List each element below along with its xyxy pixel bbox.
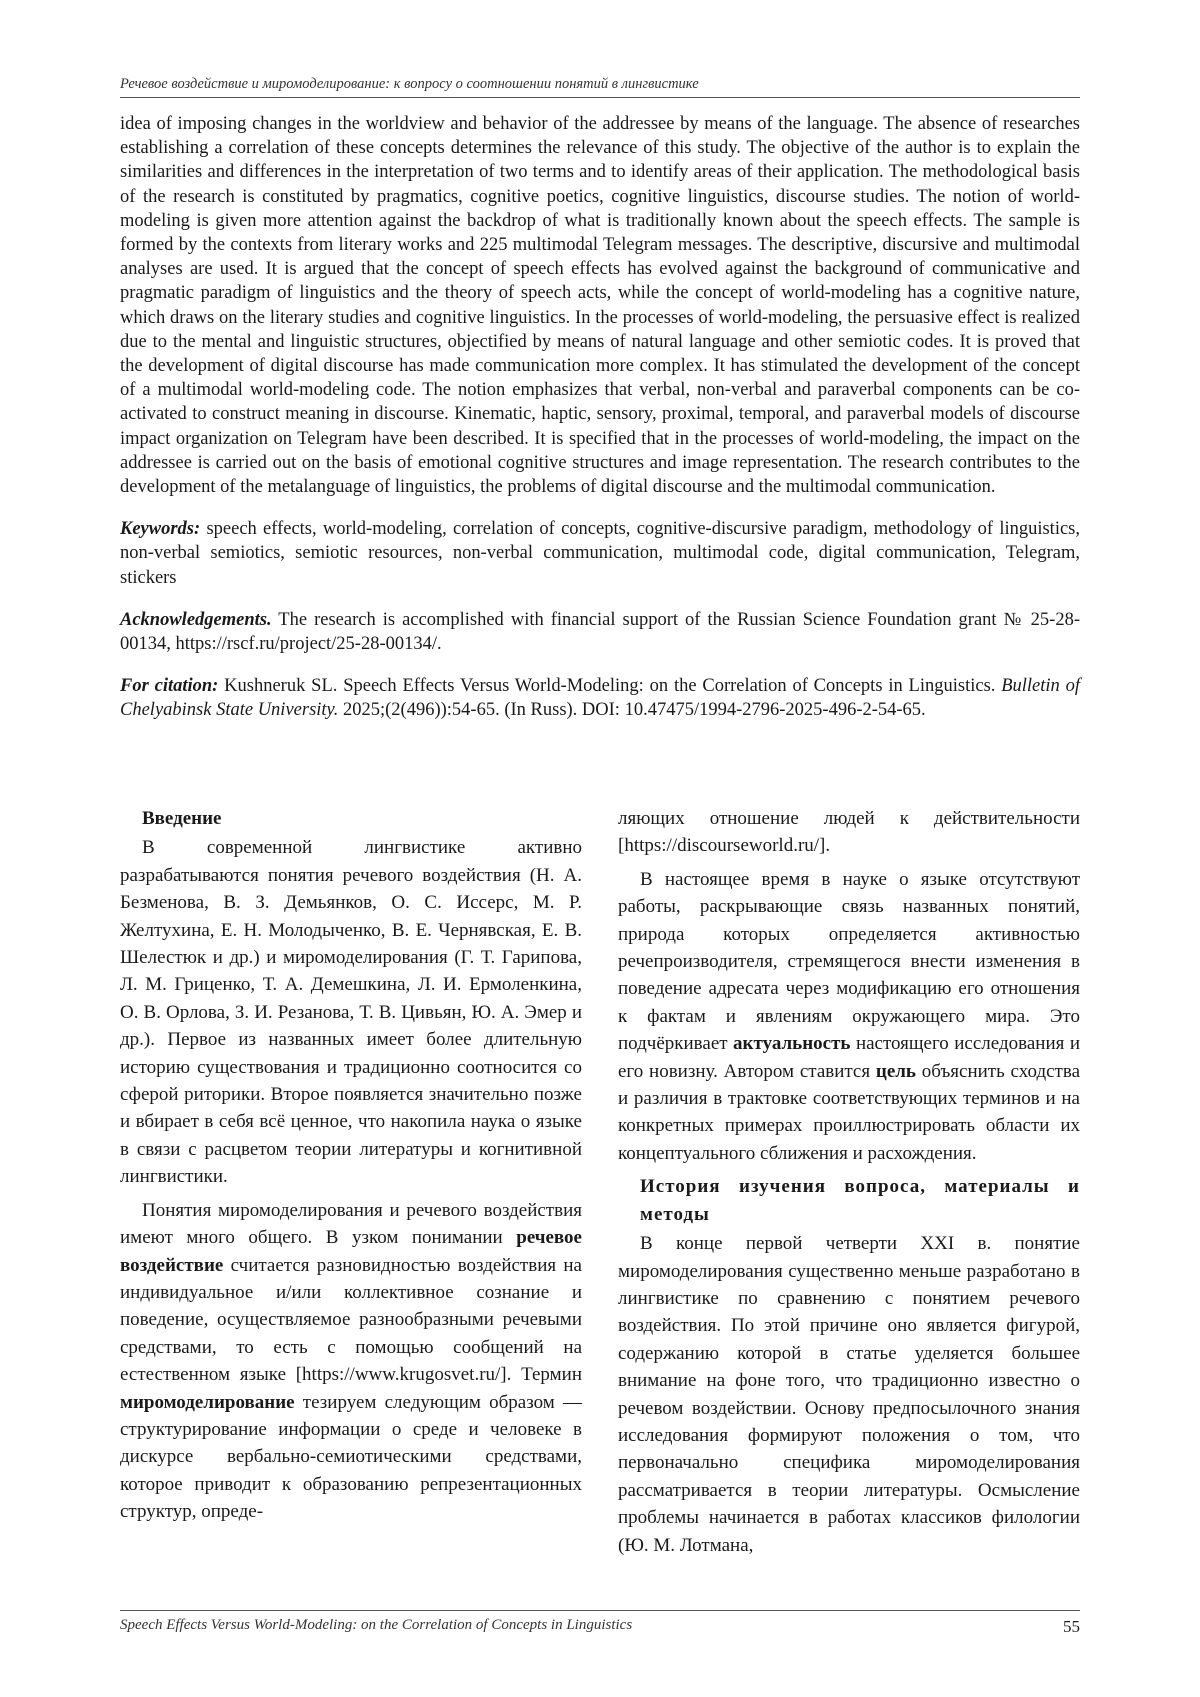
acknowledgements-text: The research is accomplished with financial support of the Russian Science Foundation grant № 25-28-00134, https://rscf.ru/project/25-28-00134/.: [120, 609, 1080, 655]
citation-label: For citation:: [120, 676, 219, 697]
paragraph: В конце первой четверти XXI в. понятие миромоделирования существенно меньше разработано в лингвистике по сравнению с понятием речевого воздействия. По этой причине оно является фигурой, содержанию которой в статье уделяется большее внимание на фоне того, что традиционно известно о речевом воздействии. Основу предпосылочного знания исследования формируют положения о том, что первоначально специфика миромоделирования рассматривается в теории литературы. Осмысление проблемы начинается в работах классиков филологии (Ю. М. Лотмана,: [618, 1233, 1080, 1556]
term-objective: цель: [875, 1060, 916, 1082]
keywords-label: Keywords:: [120, 519, 201, 540]
term-relevance: актуальность: [733, 1033, 851, 1055]
footer-title: Speech Effects Versus World-Modeling: on the Correlation of Concepts in Linguistics: [120, 1617, 633, 1633]
citation-journal: Bulletin of Chelyabinsk State University.: [120, 676, 1080, 721]
running-head: Речевое воздействие и миромоделирование: к вопросу о соотношении понятий в лингвистике: [120, 76, 1080, 98]
citation-text: Kushneruk SL. Speech Effects Versus World-Modeling: on the Correlation of Concepts in Linguistics.: [218, 676, 1002, 697]
paragraph: ляющих отношение людей к действительности [https://discourseworld.ru/].: [618, 808, 1080, 857]
paragraph: [618, 866, 1080, 1167]
citation-details: 2025;(2(496)):54-65. (In Russ). DOI: 10.47475/1994-2796-2025-496-2-54-65.: [338, 700, 926, 721]
body-columns: [120, 805, 1080, 1565]
keywords-text: speech effects, world-modeling, correlation of concepts, cognitive-discursive paradigm, methodology of linguistics, non-verbal semiotics, semiotic resources, non-verbal communication, multimodal code, digital communication, Telegram, stickers: [120, 519, 1080, 588]
paragraph-text: В настоящее время в науке о языке отсутствуют работы, раскрывающие связь названных понятий, природа которых определяется активностью речепроизводителя, стремящегося внести изменения в поведение адресата через модификацию его отношения к фактам и явлениям окружающего мира. Это подчёркивает: [618, 868, 1080, 1055]
paragraph-text: настоящего исследования и его новизну. Автором ставится: [618, 1033, 1080, 1082]
footer: [120, 1610, 1080, 1637]
left-column: [120, 805, 582, 1565]
page-number: 55: [1063, 1617, 1080, 1636]
paragraph-text: считается разновидностью воздействия на индивидуальное и/или коллективное сознание и поведение, осуществляемое разнообразными речевыми средствами, то есть с помощью сообщений на естественном языке [https://www.krugosvet.ru/]. Термин: [120, 1254, 582, 1386]
acknowledgements-label: Acknowledgements.: [120, 609, 272, 630]
paragraph-text: объяснить сходства и различия в трактовке соответствующих терминов и на конкретных примерах проиллюстрировать области их концептуального сближения и расхождения.: [618, 1060, 1081, 1164]
citation: [120, 674, 1080, 722]
page: [120, 76, 1081, 1556]
paragraph: [120, 1197, 582, 1526]
keywords: [120, 517, 1080, 590]
term-world-modeling: миромоделирование: [120, 1391, 295, 1413]
acknowledgements: [120, 608, 1080, 656]
paragraph: В современной лингвистике активно разрабатываются понятия речевого воздействия (Н. А. Безменова, В. З. Демьянков, О. С. Иссерс, М. Р. Желтухина, Е. Н. Молодыченко, В. Е. Чернявская, Е. В. Шелестюк и др.) и миромоделирования (Г. Т. Гарипова, Л. М. Гриценко, Т. А. Демешкина, Л. И. Ермоленкина, О. В. Орлова, З. И. Резанова, Т. В. Цивьян, Ю. А. Эмер и др.). Первое из названных имеет более длительную историю существования и традиционно соотносится со сферой риторики. Второе появляется значительно позже и вбирает в себя всё ценное, что накопила наука о языке в связи с расцветом теории литературы и когнитивной лингвистики.: [120, 837, 582, 1188]
paragraph-text: тезируем следующим образом — структурирование информации о среде и человеке в дискурсе вербально-семиотическими средствами, которое приводит к образованию репрезентационных структур, опреде-: [120, 1391, 582, 1523]
term-speech-effect: речевое воздействие: [120, 1227, 582, 1276]
abstract-text: idea of imposing changes in the worldview and behavior of the addressee by means of the language. The absence of researches establishing a correlation of these concepts determines the relevance of this study. The objective of the author is to explain the similarities and differences in the interpretation of two terms and to identify areas of their application. The methodological basis of the research is constituted by pragmatics, cognitive poetics, cognitive linguistics, discourse studies. The notion of world-modeling is given more attention against the backdrop of what is traditionally known about the speech effects. The sample is formed by the contexts from literary works and 225 multimodal Telegram messages. The descriptive, discursive and multimodal analyses are used. It is argued that the concept of speech effects has evolved against the background of communicative and pragmatic paradigm of linguistics and the theory of speech acts, while the concept of world-modeling has a cognitive nature, which draws on the literary studies and cognitive linguistics. In the processes of world-modeling, the persuasive effect is realized due to the mental and linguistic structures, objectified by means of natural language and other semiotic codes. It is proved that the development of digital discourse has made communication more complex. It has stimulated the development of the concept of a multimodal world-modeling code. The notion emphasizes that verbal, non-verbal and paraverbal components can be co-activated to construct meaning in discourse. Kinematic, haptic, sensory, proximal, temporal, and paraverbal models of discourse impact organization on Telegram have been described. It is specified that in the processes of world-modeling, the impact on the addressee is carried out on the basis of emotional cognitive structures and image representation. The research contributes to the development of the metalanguage of linguistics, the problems of digital discourse and the multimodal communication.: [120, 114, 1080, 498]
section-heading-introduction: Введение: [142, 808, 222, 829]
right-column: [618, 805, 1080, 1565]
paragraph-text: Понятия миромоделирования и речевого воздействия имеют много общего. В узком понимании: [120, 1199, 582, 1249]
section-heading-methods: История изучения вопроса, материалы и методы: [640, 1176, 1080, 1225]
